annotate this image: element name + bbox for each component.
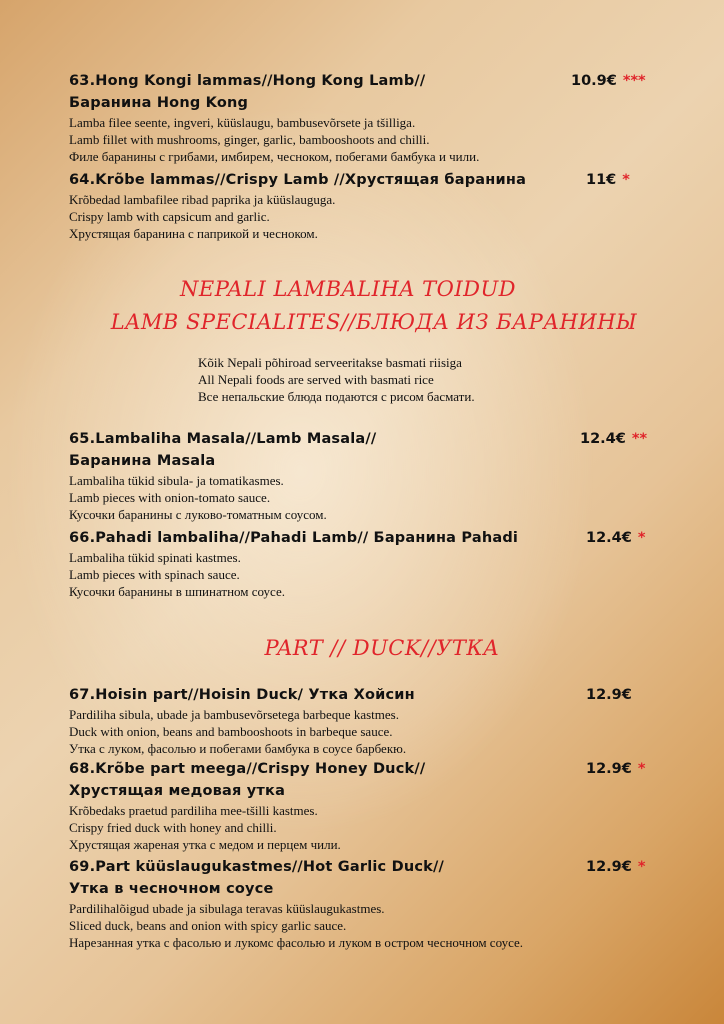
item-subtitle: Баранина Hong Kong <box>69 95 249 111</box>
menu-item-66 <box>69 527 654 600</box>
item-price: 12.9€ <box>586 859 632 875</box>
item-desc-ru: Кусочки баранины с луково-томатным соусом. <box>69 507 327 522</box>
item-title: 63.Hong Kongi lammas//Hong Kong Lamb// <box>69 73 426 89</box>
item-title: 64.Krõbe lammas//Crispy Lamb //Хрустящая баранина <box>69 172 527 188</box>
item-desc-en: Crispy lamb with capsicum and garlic. <box>69 209 270 224</box>
item-desc-en: Duck with onion, beans and bambooshoots in barbeque sauce. <box>69 724 393 739</box>
item-title: 67.Hoisin part//Hoisin Duck/ Утка Хойсин <box>69 687 415 703</box>
item-price: 12.4€ <box>580 431 626 447</box>
rice-note-et: Kõik Nepali põhiroad serveeritakse basmati riisiga <box>198 355 462 370</box>
item-price: 11€ <box>586 172 617 188</box>
spice-stars: * <box>622 172 630 188</box>
item-subtitle: Хрустящая медовая утка <box>69 783 286 799</box>
spice-stars: * <box>637 530 646 546</box>
section-title-duck: PART // DUCK//УТКА <box>264 636 500 660</box>
item-desc-ru: Кусочки баранины в шпинатном соусе. <box>69 584 285 599</box>
item-desc-en: Lamb pieces with spinach sauce. <box>69 567 240 582</box>
item-desc-et: Krõbedaks praetud pardiliha mee-tšilli kastmes. <box>69 803 318 818</box>
item-price: 10.9€ <box>571 73 617 89</box>
item-title: 69.Part küüslaugukastmes//Hot Garlic Duck// <box>69 859 444 875</box>
item-subtitle: Баранина Masala <box>69 453 216 469</box>
item-title: 68.Krõbe part meega//Crispy Honey Duck// <box>69 761 426 777</box>
menu-item-69 <box>69 856 654 951</box>
menu-item-67 <box>69 684 654 757</box>
item-desc-ru: Филе баранины с грибами, имбирем, чесноком, побегами бамбука и чили. <box>69 149 480 164</box>
item-desc-et: Krõbedad lambafilee ribad paprika ja küüslauguga. <box>69 192 336 207</box>
item-price: 12.9€ <box>586 687 632 703</box>
item-price: 12.9€ <box>586 761 632 777</box>
item-desc-et: Pardilihalõigud ubade ja sibulaga teravas küüslaugukastmes. <box>69 901 385 916</box>
item-desc-et: Lambaliha tükid spinati kastmes. <box>69 550 241 565</box>
item-desc-en: Crispy fried duck with honey and chilli. <box>69 820 277 835</box>
section-title-lamb-et: NEPALI LAMBALIHA TOIDUD <box>180 277 516 301</box>
section-title-lamb: LAMB SPECIALITES//БЛЮДА ИЗ БАРАНИНЫ <box>110 310 638 334</box>
item-desc-ru: Хрустящая баранина с паприкой и чесноком. <box>69 226 318 241</box>
rice-note <box>198 354 475 405</box>
rice-note-ru: Все непальские блюда подаются с рисом басмати. <box>198 389 475 404</box>
item-desc-et: Pardiliha sibula, ubade ja bambusevõrsetega barbeque kastmes. <box>69 707 399 722</box>
item-desc-ru: Утка с луком, фасолью и побегами бамбука в соусе барбекю. <box>69 741 407 756</box>
spice-stars: * <box>637 859 646 875</box>
menu-item-68 <box>69 758 654 853</box>
item-desc-et: Lamba filee seente, ingveri, küüslaugu, bambusevõrsete ja tšilliga. <box>69 115 416 130</box>
item-desc-et: Lambaliha tükid sibula- ja tomatikasmes. <box>69 473 284 488</box>
item-subtitle: Утка в чесночном соусе <box>69 881 274 897</box>
rice-note-en: All Nepali foods are served with basmati rice <box>198 372 434 387</box>
item-desc-ru: Хрустящая жареная утка с медом и перцем чили. <box>69 837 341 852</box>
spice-stars: * <box>637 761 646 777</box>
item-desc-ru: Нарезанная утка с фасолью и лукомс фасолью и луком в остром чесночном соусе. <box>69 935 524 950</box>
menu-item-63 <box>69 70 654 165</box>
item-desc-en: Lamb pieces with onion-tomato sauce. <box>69 490 271 505</box>
item-desc-en: Lamb fillet with mushrooms, ginger, garlic, bambooshoots and chilli. <box>69 132 430 147</box>
item-price: 12.4€ <box>586 530 632 546</box>
menu-item-65 <box>69 428 654 523</box>
item-title: 66.Pahadi lambaliha//Pahadi Lamb// Баранина Pahadi <box>69 530 519 546</box>
item-title: 65.Lambaliha Masala//Lamb Masala// <box>69 431 377 447</box>
spice-stars: ** <box>631 431 648 447</box>
item-desc-en: Sliced duck, beans and onion with spicy garlic sauce. <box>69 918 347 933</box>
menu-item-64 <box>69 169 654 242</box>
spice-stars: *** <box>622 73 646 89</box>
